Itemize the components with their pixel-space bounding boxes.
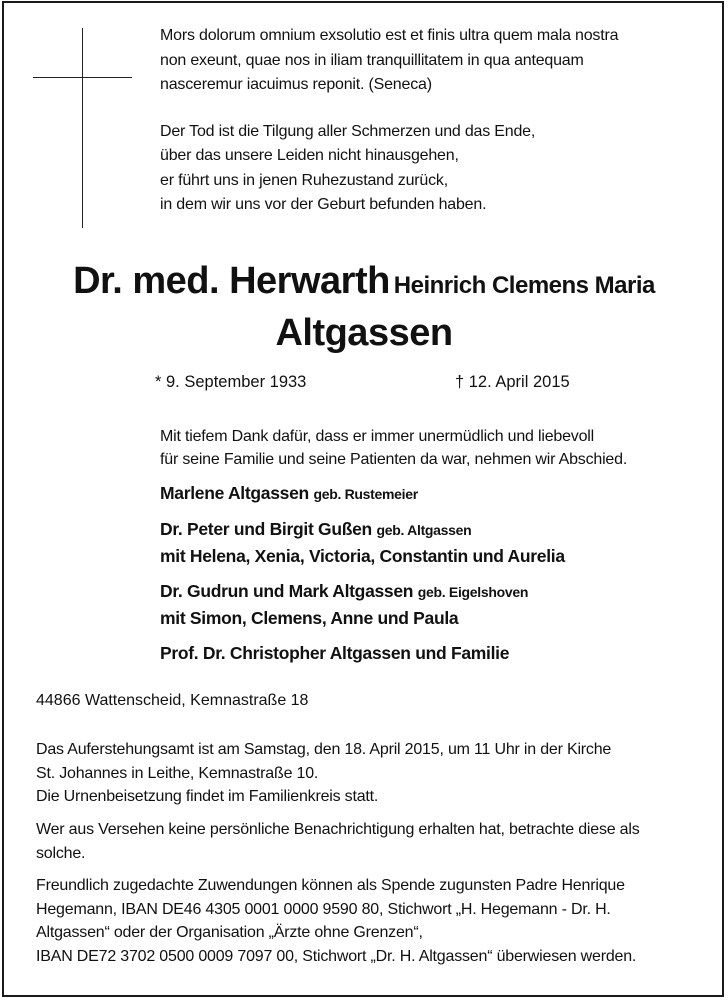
info-line: Altgassen“ oder der Organisation „Ärzte ohne Grenzen“, [36, 924, 423, 941]
deceased-middle-names: Heinrich Clemens Maria [393, 272, 655, 299]
family-address: 44866 Wattenscheid, Kemnastraße 18 [36, 692, 309, 709]
donation-info [36, 874, 696, 968]
info-line: St. Johannes in Leithe, Kemnastraße 10. [36, 764, 319, 782]
mourner-maiden-name: geb. Eigelshoven [417, 584, 529, 600]
mourner-name: Dr. Gudrun und Mark Altgassen [160, 581, 414, 601]
info-line: Die Urnenbeisetzung findet im Familienkreis statt. [36, 788, 379, 805]
thanks-line: Mit tiefem Dank dafür, dass er immer unermüdlich und liebevoll [160, 428, 595, 445]
motto-german-line: in dem wir uns vor der Geburt befunden haben. [160, 196, 487, 213]
info-line: solche. [36, 844, 86, 862]
mourner-entry [160, 516, 720, 569]
mourner-name: Prof. Dr. Christopher Altgassen und Familie [160, 643, 510, 663]
mourner-entry [160, 578, 720, 631]
birth-date: * 9. September 1933 [155, 373, 307, 391]
death-date: † 12. April 2015 [455, 373, 570, 391]
deceased-name [0, 260, 728, 303]
motto-german-line: er führt uns in jenen Ruhezustand zurück, [160, 171, 448, 189]
notification-info [36, 818, 696, 865]
motto-german-line: Der Tod ist die Tilgung aller Schmerzen und das Ende, [160, 122, 536, 140]
motto-latin-line: Mors dolorum omnium exsolutio est et finis ultra quem mala nostra [160, 27, 619, 44]
mourner-children: mit Helena, Xenia, Victoria, Constantin und Aurelia [160, 546, 565, 566]
motto-latin-line: non exeunt, quae nos in iliam tranquillitatem in qua antequam [160, 51, 584, 69]
info-line: Das Auferstehungsamt ist am Samstag, den 18. April 2015, um 11 Uhr in der Kirche [36, 741, 612, 758]
cross-icon [82, 28, 83, 228]
mourner-children: mit Simon, Clemens, Anne und Paula [160, 608, 459, 628]
info-line: Wer aus Versehen keine persönliche Benachrichtigung erhalten hat, betrachte diese als [36, 821, 640, 838]
info-line: Freundlich zugedachte Zuwendungen können als Spende zugunsten Padre Henrique [36, 877, 625, 894]
thanks-line: für seine Familie und seine Patienten da war, nehmen wir Abschied. [160, 451, 628, 468]
mourner-name: Marlene Altgassen [160, 483, 309, 503]
mourner-entry [160, 480, 720, 507]
service-info [36, 738, 696, 809]
deceased-surname: Altgassen [275, 312, 453, 354]
mourner-maiden-name: geb. Altgassen [376, 522, 472, 538]
info-line: IBAN DE72 3702 0500 0009 7097 00, Stichwort „Dr. H. Altgassen“ überwiesen werden. [36, 947, 637, 965]
motto-german-line: über das unsere Leiden nicht hinausgehen, [160, 147, 459, 164]
motto-quote [160, 24, 700, 218]
cross-icon-bar [33, 77, 132, 78]
mourner-maiden-name: geb. Rustemeier [313, 486, 418, 502]
motto-latin-line: nasceremur iacuimus reponit. (Seneca) [160, 76, 432, 93]
info-line: Hegemann, IBAN DE46 4305 0001 0000 9590 80, Stichwort „H. Hegemann - Dr. H. [36, 900, 611, 918]
mourners-list [160, 480, 720, 666]
thanks-text [160, 425, 700, 471]
deceased-title-name: Dr. med. Herwarth [73, 260, 390, 302]
mourner-name: Dr. Peter und Birgit Gußen [160, 519, 372, 539]
